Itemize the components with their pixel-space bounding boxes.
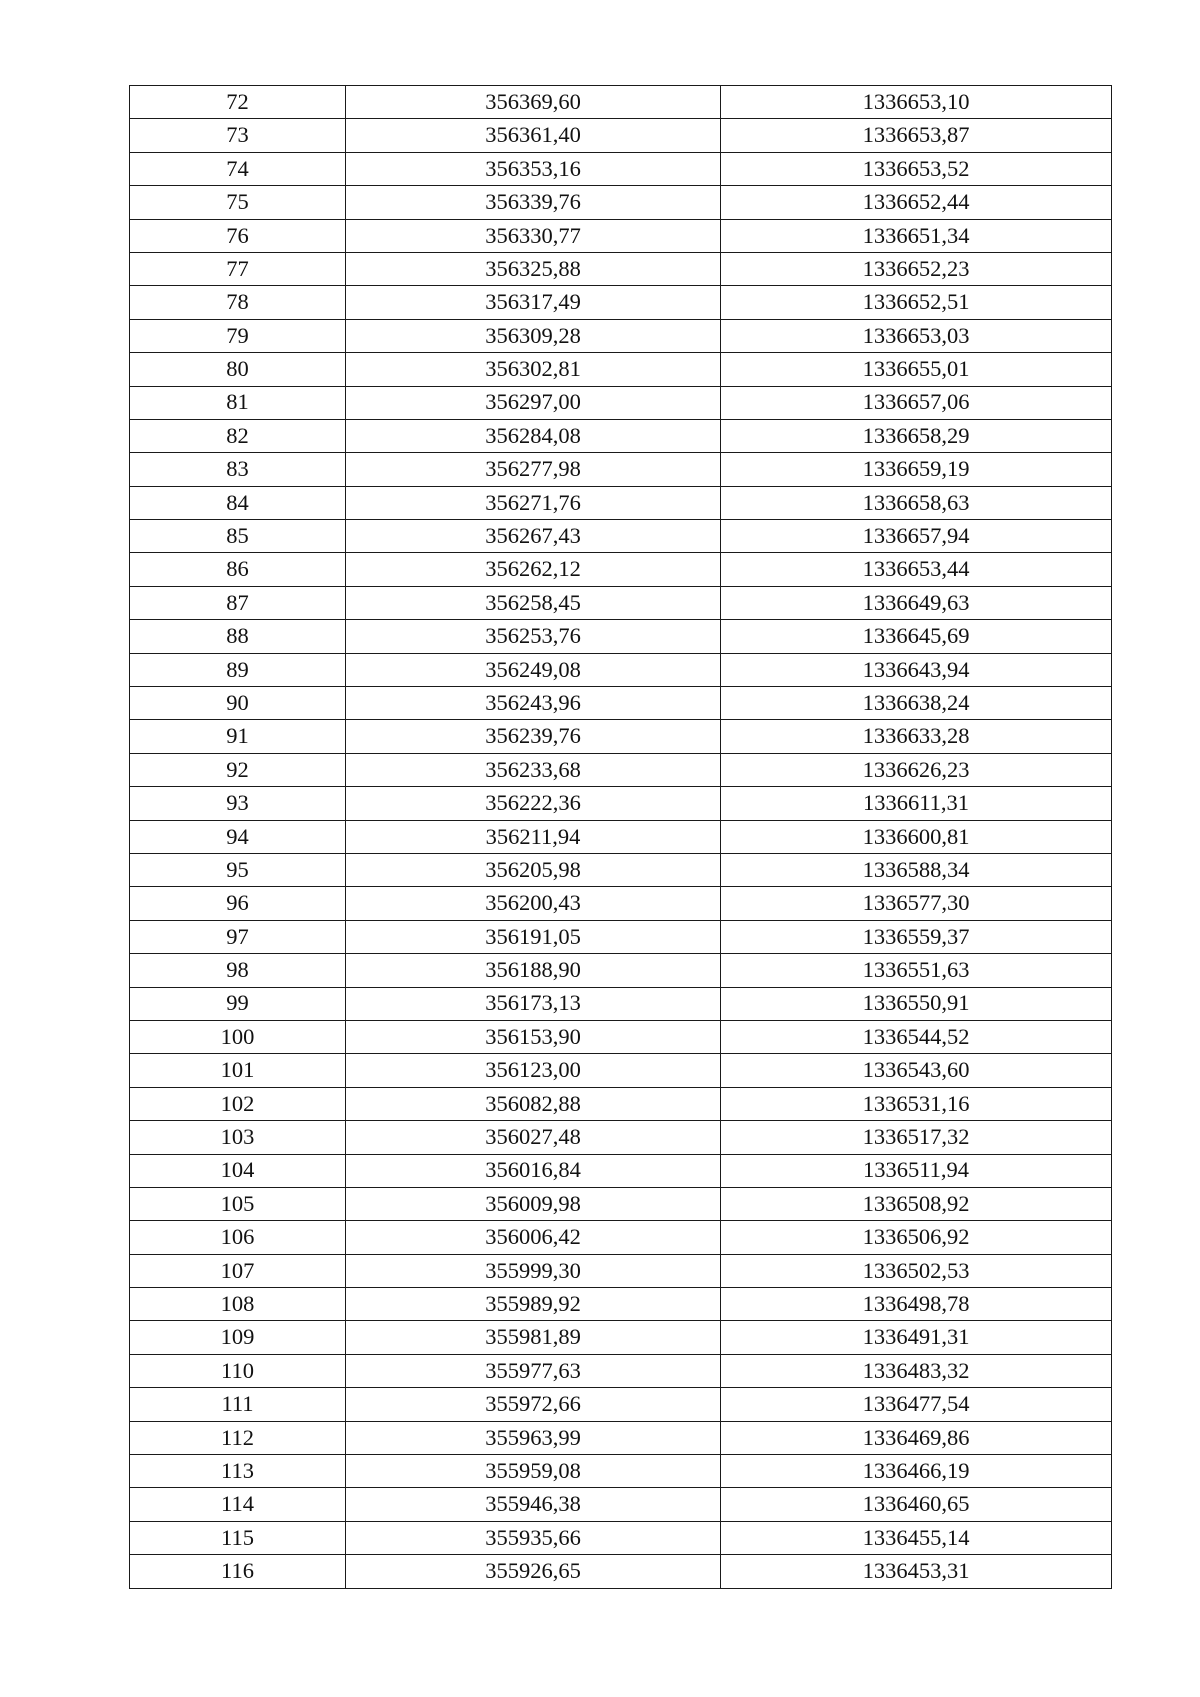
x-coordinate-cell: 356297,00 (346, 386, 721, 419)
y-coordinate-cell: 1336653,03 (721, 319, 1112, 352)
x-coordinate-cell: 356006,42 (346, 1221, 721, 1254)
point-number-cell: 109 (130, 1321, 346, 1354)
y-coordinate-cell: 1336477,54 (721, 1388, 1112, 1421)
y-coordinate-cell: 1336483,32 (721, 1354, 1112, 1387)
y-coordinate-cell: 1336551,63 (721, 954, 1112, 987)
y-coordinate-cell: 1336611,31 (721, 787, 1112, 820)
point-number-cell: 107 (130, 1254, 346, 1287)
x-coordinate-cell: 356173,13 (346, 987, 721, 1020)
table-row (130, 152, 1112, 185)
x-coordinate-cell: 356258,45 (346, 586, 721, 619)
x-coordinate-cell: 356330,77 (346, 219, 721, 252)
y-coordinate-cell: 1336645,69 (721, 620, 1112, 653)
x-coordinate-cell: 356361,40 (346, 119, 721, 152)
x-coordinate-cell: 355959,08 (346, 1455, 721, 1488)
table-row (130, 286, 1112, 319)
x-coordinate-cell: 355977,63 (346, 1354, 721, 1387)
y-coordinate-cell: 1336550,91 (721, 987, 1112, 1020)
x-coordinate-cell: 356233,68 (346, 753, 721, 786)
point-number-cell: 116 (130, 1555, 346, 1588)
point-number-cell: 87 (130, 586, 346, 619)
x-coordinate-cell: 356267,43 (346, 520, 721, 553)
table-row (130, 1488, 1112, 1521)
x-coordinate-cell: 356205,98 (346, 853, 721, 886)
x-coordinate-cell: 355963,99 (346, 1421, 721, 1454)
y-coordinate-cell: 1336469,86 (721, 1421, 1112, 1454)
x-coordinate-cell: 356284,08 (346, 419, 721, 452)
table-row (130, 1555, 1112, 1588)
point-number-cell: 99 (130, 987, 346, 1020)
y-coordinate-cell: 1336652,23 (721, 252, 1112, 285)
table-row (130, 787, 1112, 820)
x-coordinate-cell: 356317,49 (346, 286, 721, 319)
table-row (130, 86, 1112, 119)
y-coordinate-cell: 1336508,92 (721, 1187, 1112, 1220)
x-coordinate-cell: 355935,66 (346, 1521, 721, 1554)
y-coordinate-cell: 1336652,44 (721, 186, 1112, 219)
point-number-cell: 89 (130, 653, 346, 686)
x-coordinate-cell: 356309,28 (346, 319, 721, 352)
y-coordinate-cell: 1336649,63 (721, 586, 1112, 619)
y-coordinate-cell: 1336544,52 (721, 1020, 1112, 1053)
y-coordinate-cell: 1336638,24 (721, 687, 1112, 720)
point-number-cell: 96 (130, 887, 346, 920)
table-row (130, 620, 1112, 653)
y-coordinate-cell: 1336491,31 (721, 1321, 1112, 1354)
table-row (130, 820, 1112, 853)
table-row (130, 920, 1112, 953)
x-coordinate-cell: 356369,60 (346, 86, 721, 119)
x-coordinate-cell: 355999,30 (346, 1254, 721, 1287)
point-number-cell: 80 (130, 353, 346, 386)
table-row (130, 1354, 1112, 1387)
y-coordinate-cell: 1336658,29 (721, 419, 1112, 452)
table-row (130, 1154, 1112, 1187)
table-row (130, 1221, 1112, 1254)
table-row (130, 987, 1112, 1020)
table-row (130, 1054, 1112, 1087)
x-coordinate-cell: 356249,08 (346, 653, 721, 686)
y-coordinate-cell: 1336517,32 (721, 1121, 1112, 1154)
table-row (130, 553, 1112, 586)
point-number-cell: 105 (130, 1187, 346, 1220)
point-number-cell: 86 (130, 553, 346, 586)
table-row (130, 586, 1112, 619)
point-number-cell: 115 (130, 1521, 346, 1554)
point-number-cell: 103 (130, 1121, 346, 1154)
x-coordinate-cell: 356016,84 (346, 1154, 721, 1187)
table-row (130, 1020, 1112, 1053)
x-coordinate-cell: 356211,94 (346, 820, 721, 853)
x-coordinate-cell: 356271,76 (346, 486, 721, 519)
point-number-cell: 74 (130, 152, 346, 185)
point-number-cell: 94 (130, 820, 346, 853)
y-coordinate-cell: 1336653,44 (721, 553, 1112, 586)
table-row (130, 319, 1112, 352)
table-row (130, 1321, 1112, 1354)
table-row (130, 887, 1112, 920)
table-row (130, 520, 1112, 553)
point-number-cell: 97 (130, 920, 346, 953)
point-number-cell: 110 (130, 1354, 346, 1387)
x-coordinate-cell: 356009,98 (346, 1187, 721, 1220)
table-row (130, 1388, 1112, 1421)
table-row (130, 1288, 1112, 1321)
table-row (130, 753, 1112, 786)
y-coordinate-cell: 1336453,31 (721, 1555, 1112, 1588)
point-number-cell: 91 (130, 720, 346, 753)
y-coordinate-cell: 1336531,16 (721, 1087, 1112, 1120)
point-number-cell: 113 (130, 1455, 346, 1488)
table-row (130, 119, 1112, 152)
point-number-cell: 106 (130, 1221, 346, 1254)
x-coordinate-cell: 356325,88 (346, 252, 721, 285)
y-coordinate-cell: 1336653,87 (721, 119, 1112, 152)
y-coordinate-cell: 1336651,34 (721, 219, 1112, 252)
y-coordinate-cell: 1336511,94 (721, 1154, 1112, 1187)
y-coordinate-cell: 1336498,78 (721, 1288, 1112, 1321)
x-coordinate-cell: 356339,76 (346, 186, 721, 219)
x-coordinate-cell: 356302,81 (346, 353, 721, 386)
y-coordinate-cell: 1336600,81 (721, 820, 1112, 853)
point-number-cell: 108 (130, 1288, 346, 1321)
point-number-cell: 104 (130, 1154, 346, 1187)
x-coordinate-cell: 355989,92 (346, 1288, 721, 1321)
x-coordinate-cell: 356353,16 (346, 152, 721, 185)
point-number-cell: 101 (130, 1054, 346, 1087)
x-coordinate-cell: 356239,76 (346, 720, 721, 753)
point-number-cell: 76 (130, 219, 346, 252)
coordinates-table-body (130, 86, 1112, 1589)
table-row (130, 853, 1112, 886)
x-coordinate-cell: 356123,00 (346, 1054, 721, 1087)
point-number-cell: 102 (130, 1087, 346, 1120)
y-coordinate-cell: 1336652,51 (721, 286, 1112, 319)
table-row (130, 486, 1112, 519)
y-coordinate-cell: 1336633,28 (721, 720, 1112, 753)
point-number-cell: 88 (130, 620, 346, 653)
point-number-cell: 93 (130, 787, 346, 820)
table-row (130, 1087, 1112, 1120)
x-coordinate-cell: 356027,48 (346, 1121, 721, 1154)
x-coordinate-cell: 356188,90 (346, 954, 721, 987)
point-number-cell: 114 (130, 1488, 346, 1521)
table-row (130, 954, 1112, 987)
point-number-cell: 112 (130, 1421, 346, 1454)
y-coordinate-cell: 1336506,92 (721, 1221, 1112, 1254)
y-coordinate-cell: 1336466,19 (721, 1455, 1112, 1488)
x-coordinate-cell: 356191,05 (346, 920, 721, 953)
table-row (130, 453, 1112, 486)
point-number-cell: 75 (130, 186, 346, 219)
x-coordinate-cell: 356200,43 (346, 887, 721, 920)
y-coordinate-cell: 1336655,01 (721, 353, 1112, 386)
point-number-cell: 100 (130, 1020, 346, 1053)
y-coordinate-cell: 1336502,53 (721, 1254, 1112, 1287)
table-row (130, 653, 1112, 686)
y-coordinate-cell: 1336657,94 (721, 520, 1112, 553)
point-number-cell: 82 (130, 419, 346, 452)
x-coordinate-cell: 355972,66 (346, 1388, 721, 1421)
table-row (130, 1121, 1112, 1154)
x-coordinate-cell: 356253,76 (346, 620, 721, 653)
table-row (130, 1521, 1112, 1554)
y-coordinate-cell: 1336559,37 (721, 920, 1112, 953)
y-coordinate-cell: 1336588,34 (721, 853, 1112, 886)
table-row (130, 252, 1112, 285)
table-row (130, 186, 1112, 219)
table-row (130, 1254, 1112, 1287)
point-number-cell: 90 (130, 687, 346, 720)
y-coordinate-cell: 1336643,94 (721, 653, 1112, 686)
y-coordinate-cell: 1336658,63 (721, 486, 1112, 519)
table-row (130, 687, 1112, 720)
point-number-cell: 73 (130, 119, 346, 152)
y-coordinate-cell: 1336657,06 (721, 386, 1112, 419)
x-coordinate-cell: 356262,12 (346, 553, 721, 586)
point-number-cell: 92 (130, 753, 346, 786)
y-coordinate-cell: 1336577,30 (721, 887, 1112, 920)
coordinates-table (129, 85, 1112, 1589)
point-number-cell: 111 (130, 1388, 346, 1421)
table-row (130, 1187, 1112, 1220)
point-number-cell: 79 (130, 319, 346, 352)
point-number-cell: 78 (130, 286, 346, 319)
table-row (130, 353, 1112, 386)
y-coordinate-cell: 1336460,65 (721, 1488, 1112, 1521)
point-number-cell: 98 (130, 954, 346, 987)
point-number-cell: 85 (130, 520, 346, 553)
point-number-cell: 84 (130, 486, 346, 519)
x-coordinate-cell: 356277,98 (346, 453, 721, 486)
x-coordinate-cell: 356082,88 (346, 1087, 721, 1120)
y-coordinate-cell: 1336455,14 (721, 1521, 1112, 1554)
table-row (130, 219, 1112, 252)
point-number-cell: 72 (130, 86, 346, 119)
y-coordinate-cell: 1336653,10 (721, 86, 1112, 119)
point-number-cell: 83 (130, 453, 346, 486)
y-coordinate-cell: 1336653,52 (721, 152, 1112, 185)
table-row (130, 1421, 1112, 1454)
table-row (130, 1455, 1112, 1488)
table-row (130, 419, 1112, 452)
x-coordinate-cell: 355981,89 (346, 1321, 721, 1354)
y-coordinate-cell: 1336659,19 (721, 453, 1112, 486)
x-coordinate-cell: 356243,96 (346, 687, 721, 720)
table-row (130, 720, 1112, 753)
y-coordinate-cell: 1336626,23 (721, 753, 1112, 786)
y-coordinate-cell: 1336543,60 (721, 1054, 1112, 1087)
point-number-cell: 77 (130, 252, 346, 285)
x-coordinate-cell: 356222,36 (346, 787, 721, 820)
point-number-cell: 95 (130, 853, 346, 886)
point-number-cell: 81 (130, 386, 346, 419)
x-coordinate-cell: 355926,65 (346, 1555, 721, 1588)
x-coordinate-cell: 356153,90 (346, 1020, 721, 1053)
x-coordinate-cell: 355946,38 (346, 1488, 721, 1521)
table-row (130, 386, 1112, 419)
